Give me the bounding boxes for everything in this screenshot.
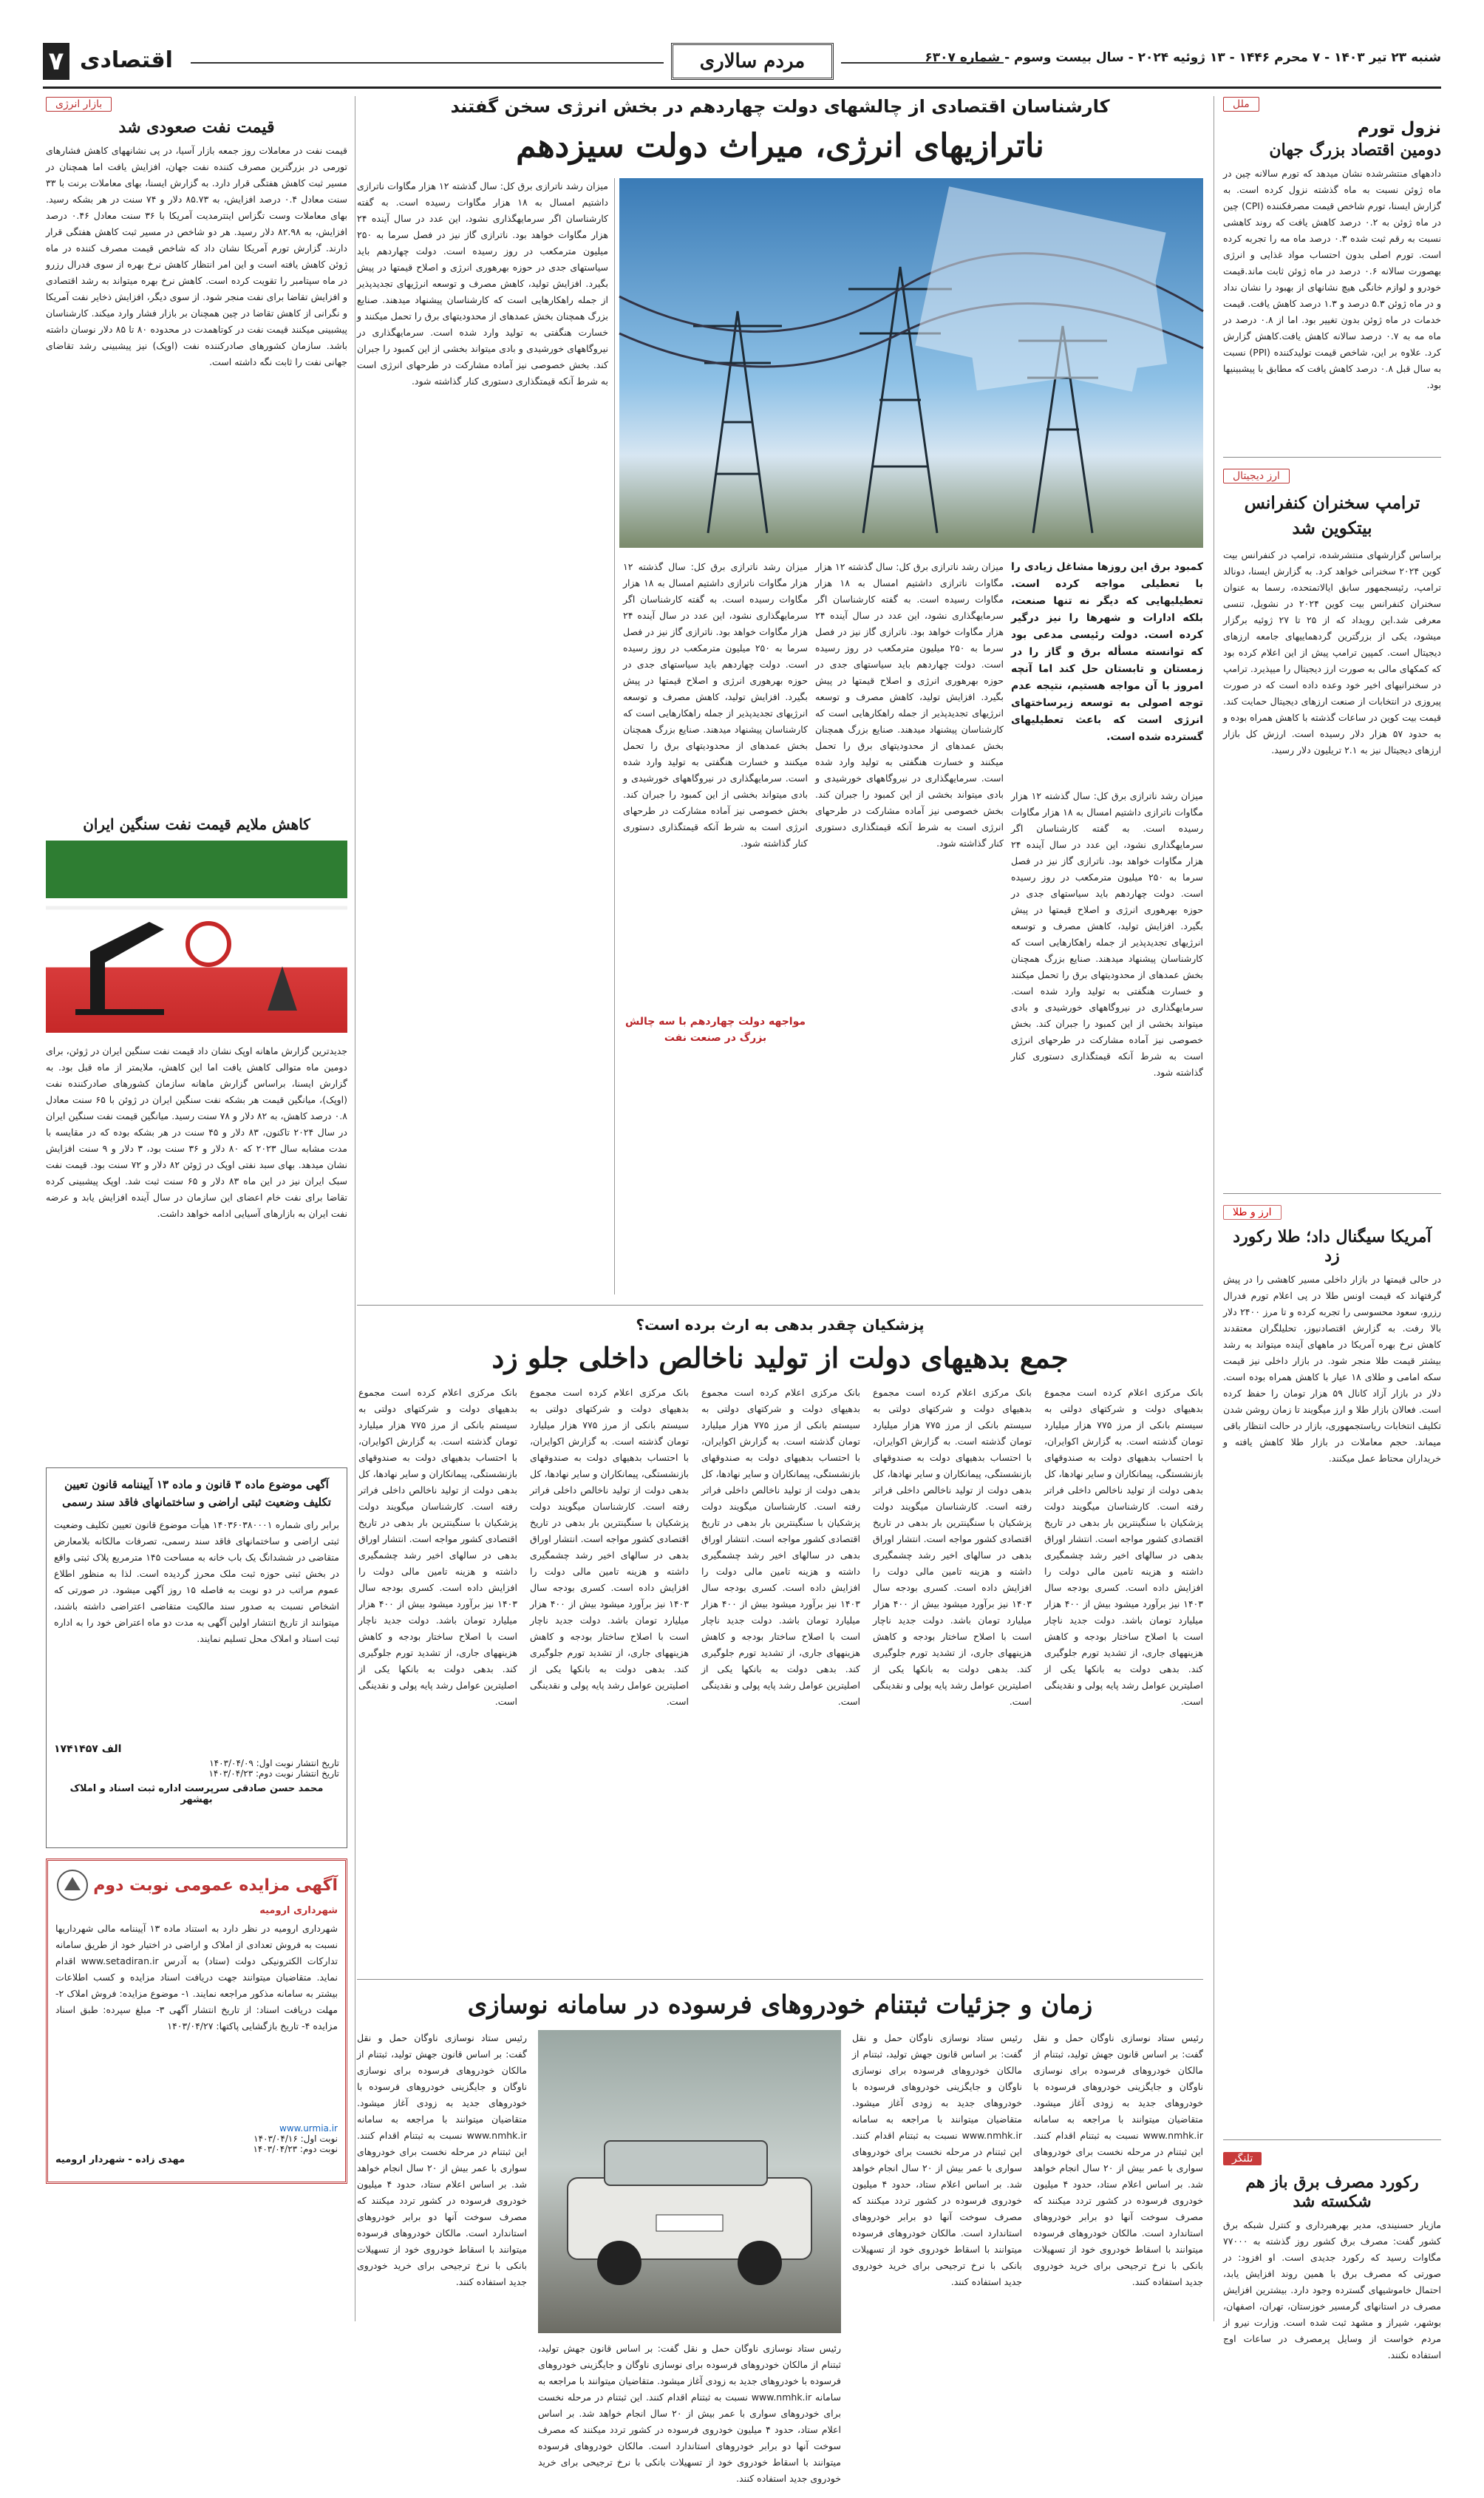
- article-body: قیمت نفت در معاملات روز جمعه بازار آسیا، در پی نشانههای کاهش فشارهای تورمی در بزرگترین مصرف کننده نفت جهان، افزایش یافت اما همچنان در مسیر ثبت کاهش هفتگی قرار دارد. به گزارش ایسنا، بهای معاملات برنت با ۳۳ سنت معادل ۰.۴ درصد افزایش، به ۸۵.۷۳ دلار و ۷۴ سنت در هر بشکه رسید. بهای معاملات وست تگزاس اینترمدیت آمریکا با ۳۶ سنت معادل ۰.۴۶ درصد افزایش، به ۸۲.۹۸ دلار رسید. هر دو شاخص در مسیر ثبت کاهش هفتگی قرار دارند. گزارش تورم آمریکا نشان داد که شاخص قیمت مصرف کننده در ماه ژوئن کاهش یافته است و این امر انتظار کاهش نرخ بهره از سوی فدرال رزرو در ماه سپتامبر را تقویت کرده است. کاهش نرخ بهره میتواند به رشد اقتصادی و افزایش تقاضا برای نفت منجر شود. از سوی دیگر، افزایش ذخایر نفت آمریکا و نگرانی از کاهش تقاضا در چین همچنان بر بازار فشار وارد میکند. کارشناسان پیشبینی میکنند قیمت نفت در کوتاهمدت در محدوده ۸۰ تا ۸۵ دلار نوسان داشته باشد. سازمان کشورهای صادرکننده نفت (اوپک) نیز پیشبینی رشد تقاضای جهانی نفت را ثابت نگه داشته است.: [46, 145, 347, 367]
- article-title: قیمت نفت صعودی شد: [118, 118, 275, 137]
- article-title: دومین اقتصاد بزرگ جهان: [1269, 140, 1441, 160]
- section-tag: تلنگر: [1223, 2152, 1262, 2165]
- car-icon: [538, 2030, 841, 2333]
- bottom-body-col1: رئیس ستاد نوسازی ناوگان حمل و نقل گفت: بر اساس قانون جهش تولید، ثبتنام از مالکان خودروهای فرسوده برای نوسازی ناوگان و جایگزینی خودروهای فرسوده با خودروهای جدید به زودی آغاز میشود. متقاضیان میتوانند با مراجعه به سامانه www.nmhk.ir نسبت به ثبتنام اقدام کنند. این ثبتنام در مرحله نخست برای خودروهای سواری با عمر بیش از ۲۰ سال انجام خواهد شد. بر اساس اعلام ستاد، حدود ۴ میلیون خودروی فرسوده در کشور تردد میکنند که مصرف سوخت آنها دو برابر خودروهای استاندارد است. مالکان خودروهای فرسوده میتوانند با اسقاط خودروی خود از تسهیلات بانکی با نرخ ترجیحی برای خرید خودروی جدید استفاده کنند.: [1033, 2032, 1203, 2287]
- article-body: براساس گزارشهای منتشرشده، ترامپ در کنفرانس بیت کوین ۲۰۲۴ سخنرانی خواهد کرد. به گزارش ایسنا، دونالد ترامپ، رئیسجمهور سابق ایالاتمتحده، رسما به عنوان سخنران کنفرانس بیت کوین ۲۰۲۴ در نشویل، تنسی معرفی شد.این رویداد که از ۲۵ تا ۲۷ ژوئیه برگزار میشود، یکی از بزرگترین گردهماییهای جامعه ارزهای دیجیتال است. کمپین ترامپ پیش از این اعلام کرده بود که کمکهای مالی به صورت ارز دیجیتال را میپذیرد. ترامپ در سخنرانیهای اخیر خود وعده داده است که در صورت پیروزی در انتخابات از صنعت ارزهای دیجیتال حمایت کند. قیمت بیت کوین در ساعات گذشته با کاهش همراه بوده و به حدود ۵۷ هزار دلار رسیده است. ارزش کل بازار ارزهای دیجیتال نیز به ۲.۱ تریلیون دلار رسید.: [1223, 549, 1441, 756]
- lead-title: ناترازیهای انرژی، میراث دولت سیزدهم: [516, 127, 1044, 165]
- lead-body-col1: میزان رشد ناترازی برق کل: سال گذشته ۱۲ هزار مگاوات ناترازی داشتیم امسال به ۱۸ هزار مگاوات رسیده است. به گفته کارشناسان اگر سرمایهگذاری نشود، این عدد در سال آینده ۲۴ هزار مگاوات خواهد بود. ناترازی گاز نیز در فصل سرما به ۲۵۰ میلیون مترمکعب در روز رسیده است. دولت چهاردهم باید سیاستهای جدی در حوزه بهرهوری انرژی و اصلاح قیمتها در پیش بگیرد. افزایش تولید، کاهش مصرف و توسعه انرژیهای تجدیدپذیر از جمله راهکارهایی است که کارشناسان پیشنهاد میدهند. صنایع بزرگ همچنان بخش عمدهای از محدودیتهای برق را تحمل میکنند و خسارت هنگفتی به تولید وارد شده است. سرمایهگذاری در نیروگاههای خورشیدی و بادی میتواند بخشی از این کمبود را جبران کند. بخش خصوصی نیز آماده مشارکت در طرحهای انرژی است به شرط آنکه قیمتگذاری دستوری کنار گذاشته شود.: [357, 180, 608, 387]
- auction-body: شهرداری ارومیه در نظر دارد به استناد ماده ۱۳ آییننامه مالی شهرداریها نسبت به فروش تعدادی از املاک و اراضی در اختیار خود از طریق سامانه تدارکات الکترونیکی دولت (ستاد) به آدرس www.setadiran.ir اقدام نماید. متقاضیان میتوانند جهت دریافت اسناد مزایده و کسب اطلاعات بیشتر به سامانه مذکور مراجعه نمایند. ۱- موضوع مزایده: فروش املاک ۲- مهلت دریافت اسناد: از تاریخ انتشار آگهی ۳- مبلغ سپرده: طبق اسناد مزایده ۴- تاریخ بازگشایی پاکتها: ۱۴۰۳/۰۴/۲۷: [55, 1923, 338, 2032]
- notice-date-1: تاریخ انتشار نوبت اول: ۱۴۰۳/۰۴/۰۹: [209, 1758, 339, 1768]
- bottom-body-col3: رئیس ستاد نوسازی ناوگان حمل و نقل گفت: بر اساس قانون جهش تولید، ثبتنام از مالکان خودروهای فرسوده برای نوسازی ناوگان و جایگزینی خودروهای فرسوده با خودروهای جدید به زودی آغاز میشود. متقاضیان میتوانند با مراجعه به سامانه www.nmhk.ir نسبت به ثبتنام اقدام کنند. این ثبتنام در مرحله نخست برای خودروهای سواری با عمر بیش از ۲۰ سال انجام خواهد شد. بر اساس اعلام ستاد، حدود ۴ میلیون خودروی فرسوده در کشور تردد میکنند که مصرف سوخت آنها دو برابر خودروهای استاندارد است. مالکان خودروهای فرسوده میتوانند با اسقاط خودروی خود از تسهیلات بانکی با نرخ ترجیحی برای خرید خودروی جدید استفاده کنند.: [538, 2343, 841, 2484]
- oil-pump-icon: [46, 841, 347, 1033]
- page-number: ۷: [43, 43, 69, 80]
- section-tag: ارز دیجیتال: [1223, 469, 1290, 483]
- mid-body-col2: بانک مرکزی اعلام کرده است مجموع بدهیهای دولت و شرکتهای دولتی به سیستم بانکی از مرز ۷۷۵ هزار میلیارد تومان گذشته است. به گزارش اکوایران، با احتساب بدهیهای دولت به صندوقهای بازنشستگی، پیمانکاران و سایر نهادها، کل بدهی دولت از تولید ناخالص داخلی فراتر رفته است. کارشناسان میگویند دولت پزشکیان با سنگینترین بار بدهی در تاریخ اقتصادی کشور مواجه است. انتشار اوراق بدهی در سالهای اخیر رشد چشمگیری داشته و هزینه تامین مالی دولت را افزایش داده است. کسری بودجه سال ۱۴۰۳ نیز برآورد میشود بیش از ۴۰۰ هزار میلیارد تومان باشد. دولت جدید ناچار است با اصلاح ساختار بودجه و کاهش هزینههای جاری، از تشدید تورم جلوگیری کند. بدهی دولت به بانکها یکی از اصلیترین عوامل رشد پایه پولی و نقدینگی است.: [873, 1387, 1032, 1707]
- article-body: مازیار حسنیندی، مدیر بهرهبرداری و کنترل شبکه برق کشور گفت: مصرف برق کشور روز گذشته به ۷۷۰۰۰ مگاوات رسید که رکورد جدیدی است. او افزود: در صورتی که مصرف برق با همین روند افزایش یابد، احتمال خاموشیهای گسترده وجود دارد. بیشترین افزایش مصرف در استانهای گرمسیر خوزستان، تهران، اصفهان، بوشهر، شیراز و مشهد ثبت شده است. وزارت نیرو از مردم خواست از وسایل پرمصرف در ساعات اوج استفاده نکنند.: [1223, 2219, 1441, 2360]
- mid-body-col5: بانک مرکزی اعلام کرده است مجموع بدهیهای دولت و شرکتهای دولتی به سیستم بانکی از مرز ۷۷۵ هزار میلیارد تومان گذشته است. به گزارش اکوایران، با احتساب بدهیهای دولت به صندوقهای بازنشستگی، پیمانکاران و سایر نهادها، کل بدهی دولت از تولید ناخالص داخلی فراتر رفته است. کارشناسان میگویند دولت پزشکیان با سنگینترین بار بدهی در تاریخ اقتصادی کشور مواجه است. انتشار اوراق بدهی در سالهای اخیر رشد چشمگیری داشته و هزینه تامین مالی دولت را افزایش داده است. کسری بودجه سال ۱۴۰۳ نیز برآورد میشود بیش از ۴۰۰ هزار میلیارد تومان باشد. دولت جدید ناچار است با اصلاح ساختار بودجه و کاهش هزینههای جاری، از تشدید تورم جلوگیری کند. بدهی دولت به بانکها یکی از اصلیترین عوامل رشد پایه پولی و نقدینگی است.: [358, 1387, 517, 1707]
- bottom-body-col4: رئیس ستاد نوسازی ناوگان حمل و نقل گفت: بر اساس قانون جهش تولید، ثبتنام از مالکان خودروهای فرسوده برای نوسازی ناوگان و جایگزینی خودروهای فرسوده با خودروهای جدید به زودی آغاز میشود. متقاضیان میتوانند با مراجعه به سامانه www.nmhk.ir نسبت به ثبتنام اقدام کنند. این ثبتنام در مرحله نخست برای خودروهای سواری با عمر بیش از ۲۰ سال انجام خواهد شد. بر اساس اعلام ستاد، حدود ۴ میلیون خودروی فرسوده در کشور تردد میکنند که مصرف سوخت آنها دو برابر خودروهای استاندارد است. مالکان خودروهای فرسوده میتوانند با اسقاط خودروی خود از تسهیلات بانکی با نرخ ترجیحی برای خرید خودروی جدید استفاده کنند.: [357, 2032, 527, 2287]
- lead-body-col3: میزان رشد ناترازی برق کل: سال گذشته ۱۲ هزار مگاوات ناترازی داشتیم امسال به ۱۸ هزار مگاوات رسیده است. به گفته کارشناسان اگر سرمایهگذاری نشود، این عدد در سال آینده ۲۴ هزار مگاوات خواهد بود. ناترازی گاز نیز در فصل سرما به ۲۵۰ میلیون مترمکعب در روز رسیده است. دولت چهاردهم باید سیاستهای جدی در حوزه بهرهوری انرژی و اصلاح قیمتها در پیش بگیرد. افزایش تولید، کاهش مصرف و توسعه انرژیهای تجدیدپذیر از جمله راهکارهایی است که کارشناسان پیشنهاد میدهند. صنایع بزرگ همچنان بخش عمدهای از محدودیتهای برق را تحمل میکنند و خسارت هنگفتی به تولید وارد شده است. سرمایهگذاری در نیروگاههای خورشیدی و بادی میتواند بخشی از این کمبود را جبران کند. بخش خصوصی نیز آماده مشارکت در طرحهای انرژی است به شرط آنکه قیمتگذاری دستوری کنار گذاشته شود.: [815, 561, 1004, 849]
- article-title: کاهش ملایم قیمت نفت سنگین ایران: [83, 815, 310, 833]
- bottom-title: زمان و جزئیات ثبتنام خودروهای فرسوده در سامانه نوسازی: [467, 1990, 1093, 2020]
- auction-issuer: شهرداری ارومیه: [259, 1905, 338, 1916]
- lead-body-col4: میزان رشد ناترازی برق کل: سال گذشته ۱۲ هزار مگاوات ناترازی داشتیم امسال به ۱۸ هزار مگاوات رسیده است. به گفته کارشناسان اگر سرمایهگذاری نشود، این عدد در سال آینده ۲۴ هزار مگاوات خواهد بود. ناترازی گاز نیز در فصل سرما به ۲۵۰ میلیون مترمکعب در روز رسیده است. دولت چهاردهم باید سیاستهای جدی در حوزه بهرهوری انرژی و اصلاح قیمتها در پیش بگیرد. افزایش تولید، کاهش مصرف و توسعه انرژیهای تجدیدپذیر از جمله راهکارهایی است که کارشناسان پیشنهاد میدهند. صنایع بزرگ همچنان بخش عمدهای از محدودیتهای برق را تحمل میکنند و خسارت هنگفتی به تولید وارد شده است. سرمایهگذاری در نیروگاههای خورشیدی و بادی میتواند بخشی از این کمبود را جبران کند. بخش خصوصی نیز آماده مشارکت در طرحهای انرژی است به شرط آنکه قیمتگذاری دستوری کنار گذاشته شود.: [1011, 790, 1203, 1078]
- section-name: اقتصادی: [80, 47, 173, 73]
- notice-body: برابر رای شماره ۱۴۰۳۶۰۳۸۰۰۰۱ هیأت موضوع قانون تعیین تکلیف وضعیت ثبتی اراضی و ساختمانهای فاقد سند رسمی، تصرفات مالکانه بلامعارض متقاضی در ششدانگ یک باب خانه به مساحت ۱۴۵ مترمربع پلاک ثبتی واقع در بخش ثبتی حوزه ثبت ملک محرز گردیده است. لذا به منظور اطلاع عموم مراتب در دو نوبت به فاصله ۱۵ روز آگهی میشود. در صورتی که اشخاص نسبت به صدور سند مالکیت متقاضی اعتراضی داشته باشند، میتوانند از تاریخ انتشار اولین آگهی به مدت دو ماه اعتراض خود را به اداره ثبت اسناد و املاک محل تسلیم نمایند.: [54, 1519, 340, 1644]
- auction-title: آگهی مزایده عمومی نوبت دوم: [93, 1876, 338, 1895]
- pull-quote: مواجهه دولت چهاردهم با سه چالش بزرگ در صنعت نفت: [624, 1016, 806, 1044]
- article-title: رکورد مصرف برق باز هم شکسته شد: [1245, 2173, 1419, 2211]
- section-tag: ارز و طلا: [1223, 1205, 1282, 1220]
- bottom-body-col2: رئیس ستاد نوسازی ناوگان حمل و نقل گفت: بر اساس قانون جهش تولید، ثبتنام از مالکان خودروهای فرسوده برای نوسازی ناوگان و جایگزینی خودروهای فرسوده با خودروهای جدید به زودی آغاز میشود. متقاضیان میتوانند با مراجعه به سامانه www.nmhk.ir نسبت به ثبتنام اقدام کنند. این ثبتنام در مرحله نخست برای خودروهای سواری با عمر بیش از ۲۰ سال انجام خواهد شد. بر اساس اعلام ستاد، حدود ۴ میلیون خودروی فرسوده در کشور تردد میکنند که مصرف سوخت آنها دو برابر خودروهای استاندارد است. مالکان خودروهای فرسوده میتوانند با اسقاط خودروی خود از تسهیلات بانکی با نرخ ترجیحی برای خرید خودروی جدید استفاده کنند.: [852, 2032, 1022, 2287]
- mid-body-col4: بانک مرکزی اعلام کرده است مجموع بدهیهای دولت و شرکتهای دولتی به سیستم بانکی از مرز ۷۷۵ هزار میلیارد تومان گذشته است. به گزارش اکوایران، با احتساب بدهیهای دولت به صندوقهای بازنشستگی، پیمانکاران و سایر نهادها، کل بدهی دولت از تولید ناخالص داخلی فراتر رفته است. کارشناسان میگویند دولت پزشکیان با سنگینترین بار بدهی در تاریخ اقتصادی کشور مواجه است. انتشار اوراق بدهی در سالهای اخیر رشد چشمگیری داشته و هزینه تامین مالی دولت را افزایش داده است. کسری بودجه سال ۱۴۰۳ نیز برآورد میشود بیش از ۴۰۰ هزار میلیارد تومان باشد. دولت جدید ناچار است با اصلاح ساختار بودجه و کاهش هزینههای جاری، از تشدید تورم جلوگیری کند. بدهی دولت به بانکها یکی از اصلیترین عوامل رشد پایه پولی و نقدینگی است.: [530, 1387, 689, 1707]
- mid-kicker: پزشکیان چقدر بدهی به ارث برده است؟: [636, 1316, 925, 1334]
- masthead-rule-left: [191, 62, 664, 64]
- notice-signature: محمد حسن صادقی سرپرست اداره ثبت اسناد و املاک بهشهر: [69, 1783, 324, 1805]
- auction-date-2: نوبت دوم: ۱۴۰۳/۰۴/۲۳: [253, 2144, 338, 2154]
- article-body: دادههای منتشرشده نشان میدهد که تورم سالانه چین در ماه ژوئن نسبت به ماه گذشته نزول کرده است. به گزارش ایسنا، تورم شاخص قیمت مصرفکننده (CPI) چین در ماه ژوئن به ۰.۲ درصد کاهش یافت که روند کاهشی نسبت به رقم ثبت شده ۰.۳ درصد ماه مه را تجربه کرده است. تورم اصلی بدون احتساب مواد غذایی و انرژی بهصورت سالانه ۰.۶ درصد در ماه ژوئن ثابت ماند.قیمت خودرو و لوازم خانگی هیچ نشانهای از بهبود را نشان نداد و در ماه ژوئن ۵.۳ درصد و ۱.۳ درصد کاهش یافت. قیمت خدمات در ماه ژوئن بدون تغییر بود. اما از ۰.۸ درصد در ماه مه به ۰.۷ درصد سالانه کاهش یافت.کاهش گزارش کرد. علاوه بر این، شاخص قیمت تولیدکننده (PPI) نسبت به سال قبل ۰.۸ درصد کاهش یافت که مطابق با پیشبینیها بود.: [1223, 168, 1442, 390]
- dateline: شنبه ۲۳ تیر ۱۴۰۳ - ۷ محرم ۱۴۴۶ - ۱۳ ژوئیه ۲۰۲۴ - سال بیست وسوم - شماره ۶۳۰۷: [925, 50, 1441, 65]
- section-tag: بازار انرژی: [46, 97, 112, 112]
- page-header: [43, 37, 1441, 89]
- lead-article: [357, 96, 1203, 2484]
- auction-signature: مهدی زاده - شهردار ارومیه: [55, 2154, 186, 2165]
- article-body: جدیدترین گزارش ماهانه اوپک نشان داد قیمت نفت سنگین ایران در ژوئن، برای دومین ماه متوالی کاهش یافت اما این کاهش، ملایمتر از ماه قبل بود. به گزارش ایسنا، براساس گزارش ماهانه سازمان کشورهای صادرکننده نفت (اوپک)، میانگین قیمت هر بشکه نفت سنگین ایران در ژوئن با ۶۵ سنت معادل ۰.۸ درصد کاهش، به ۸۲ دلار و ۷۸ سنت رسید. میانگین قیمت نفت سنگین ایران در سال ۲۰۲۴ تاکنون، ۸۳ دلار و ۴۵ سنت در هر بشکه بوده که در مقایسه با مدت مشابه سال ۲۰۲۳ که ۸۰ دلار و ۳۶ سنت بود، ۳ دلار و ۹ سنت افزایش نشان میدهد. بهای سبد نفتی اوپک در ژوئن ۸۲ دلار و ۷۲ سنت بود. قیمت نفت سبک ایران نیز در این ماه ۸۳ دلار و ۶۵ سنت ثبت شد. اوپک پیشبینی کرده تقاضا برای نفت خام اعضای این سازمان در سال آینده افزایش یابد و عرضه نفت ایران به بازارهای آسیایی ادامه خواهد داشت.: [46, 1045, 348, 1219]
- auction-notice-box: [46, 1859, 347, 2184]
- right-column: [1223, 96, 1441, 2498]
- article-kicker: نزول تورم: [1357, 119, 1441, 138]
- left-column: [46, 96, 347, 2184]
- notice-date-2: تاریخ انتشار نوبت دوم: ۱۴۰۳/۰۴/۲۳: [208, 1768, 339, 1779]
- lead-summary: کمبود برق این روزها مشاغل زیادی را با تعطیلی مواجه کرده است. تعطیلیهایی که دیگر نه تنها صنعت، بلکه ادارات و شهرها را نیز درگیر کرده است. دولت رئیسی مدعی بود که توانسته مسأله برق و گاز را در زمستان و تابستان حل کند اما آنچه امروز با آن مواجه هستیم، نتیجه عدم توجه اصولی به توسعه زیرساختهای انرژی است که باعث تعطیلیهای گسترده شده است.: [1011, 561, 1203, 743]
- article-body: در حالی قیمتها در بازار داخلی مسیر کاهشی را در پیش گرفتهاند که قیمت اونس طلا در پی اعلام تورم فدرال رزرو، سعود محسوسی را تجربه کرده و تا مرز ۲۴۰۰ دلار بالا رفت. به گزارش اقتصادنیوز، تحلیلگران معتقدند کاهش نرخ بهره آمریکا در ماههای آینده میتواند به رشد بیشتر قیمت طلا منجر شود. در بازار داخلی نیز قیمت سکه امامی و طلای ۱۸ عیار با کاهش همراه بوده است. دلار در بازار آزاد کانال ۵۹ هزار تومان را حفظ کرده است. فعالان بازار طلا و ارز میگویند تا زمان روشن شدن تکلیف انتخابات ریاستجمهوری، بازار در حالت انتظار باقی میماند. حجم معاملات در بازار طلا کاهش یافته و خریداران محتاط عمل میکنند.: [1223, 1274, 1441, 1464]
- transmission-tower-icon: [619, 178, 1203, 548]
- lead-kicker: کارشناسان اقتصادی از چالشهای دولت چهاردهم در بخش انرژی سخن گفتند: [450, 96, 1110, 117]
- auction-website[interactable]: www.urmia.ir: [279, 2123, 338, 2134]
- article-title: آمریکا سیگنال داد؛ طلا رکورد زد: [1233, 1227, 1432, 1266]
- old-cars-photo: [538, 2030, 841, 2333]
- lead-body-col2: میزان رشد ناترازی برق کل: سال گذشته ۱۲ هزار مگاوات ناترازی داشتیم امسال به ۱۸ هزار مگاوات رسیده است. به گفته کارشناسان اگر سرمایهگذاری نشود، این عدد در سال آینده ۲۴ هزار مگاوات خواهد بود. ناترازی گاز نیز در فصل سرما به ۲۵۰ میلیون مترمکعب در روز رسیده است. دولت چهاردهم باید سیاستهای جدی در حوزه بهرهوری انرژی و اصلاح قیمتها در پیش بگیرد. افزایش تولید، کاهش مصرف و توسعه انرژیهای تجدیدپذیر از جمله راهکارهایی است که کارشناسان پیشنهاد میدهند. صنایع بزرگ همچنان بخش عمدهای از محدودیتهای برق را تحمل میکنند و خسارت هنگفتی به تولید وارد شده است. سرمایهگذاری در نیروگاههای خورشیدی و بادی میتواند بخشی از این کمبود را جبران کند. بخش خصوصی نیز آماده مشارکت در طرحهای انرژی است به شرط آنکه قیمتگذاری دستوری کنار گذاشته شود.: [623, 561, 808, 849]
- section-tag: ملل: [1223, 97, 1259, 112]
- notice-code: الف ۱۷۴۱۴۵۷: [54, 1743, 122, 1755]
- article-title: ترامپ سخنران کنفرانس بیتکوین شد: [1244, 493, 1420, 538]
- municipality-logo-icon: [55, 1868, 89, 1902]
- masthead-logo: مردم سالاری: [671, 43, 834, 80]
- mid-body-col1: بانک مرکزی اعلام کرده است مجموع بدهیهای دولت و شرکتهای دولتی به سیستم بانکی از مرز ۷۷۵ هزار میلیارد تومان گذشته است. به گزارش اکوایران، با احتساب بدهیهای دولت به صندوقهای بازنشستگی، پیمانکاران و سایر نهادها، کل بدهی دولت از تولید ناخالص داخلی فراتر رفته است. کارشناسان میگویند دولت پزشکیان با سنگینترین بار بدهی در تاریخ اقتصادی کشور مواجه است. انتشار اوراق بدهی در سالهای اخیر رشد چشمگیری داشته و هزینه تامین مالی دولت را افزایش داده است. کسری بودجه سال ۱۴۰۳ نیز برآورد میشود بیش از ۴۰۰ هزار میلیارد تومان باشد. دولت جدید ناچار است با اصلاح ساختار بودجه و کاهش هزینههای جاری، از تشدید تورم جلوگیری کند. بدهی دولت به بانکها یکی از اصلیترین عوامل رشد پایه پولی و نقدینگی است.: [1044, 1387, 1203, 1707]
- notice-title: آگهی موضوع ماده ۳ قانون و ماده ۱۳ آییننامه قانون تعیین تکلیف وضعیت ثبتی اراضی و ساختمانهای فاقد سند رسمی: [62, 1478, 331, 1509]
- mid-body-col3: بانک مرکزی اعلام کرده است مجموع بدهیهای دولت و شرکتهای دولتی به سیستم بانکی از مرز ۷۷۵ هزار میلیارد تومان گذشته است. به گزارش اکوایران، با احتساب بدهیهای دولت به صندوقهای بازنشستگی، پیمانکاران و سایر نهادها، کل بدهی دولت از تولید ناخالص داخلی فراتر رفته است. کارشناسان میگویند دولت پزشکیان با سنگینترین بار بدهی در تاریخ اقتصادی کشور مواجه است. انتشار اوراق بدهی در سالهای اخیر رشد چشمگیری داشته و هزینه تامین مالی دولت را افزایش داده است. کسری بودجه سال ۱۴۰۳ نیز برآورد میشود بیش از ۴۰۰ هزار میلیارد تومان باشد. دولت جدید ناچار است با اصلاح ساختار بودجه و کاهش هزینههای جاری، از تشدید تورم جلوگیری کند. بدهی دولت به بانکها یکی از اصلیترین عوامل رشد پایه پولی و نقدینگی است.: [701, 1387, 860, 1707]
- auction-date-1: نوبت اول: ۱۴۰۳/۰۴/۱۶: [253, 2134, 338, 2144]
- iran-flag-oil-photo: [46, 841, 347, 1033]
- mid-title: جمع بدهیهای دولت از تولید ناخالص داخلی جلو زد: [491, 1341, 1069, 1374]
- legal-notice-box: [46, 1467, 347, 1848]
- power-lines-photo: [619, 178, 1203, 548]
